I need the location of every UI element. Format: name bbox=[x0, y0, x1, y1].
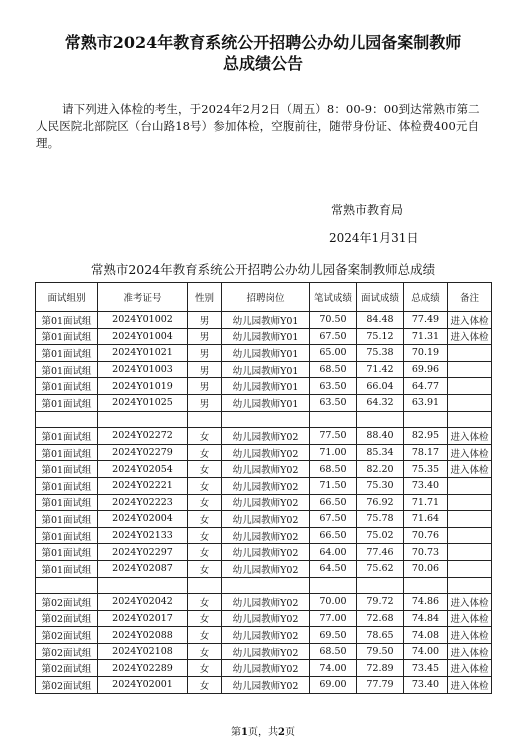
cell-interview-score: 71.42 bbox=[357, 361, 404, 378]
cell-interview-score: 75.38 bbox=[357, 345, 404, 362]
table-row bbox=[36, 444, 492, 461]
cell-position: 幼儿园教师Y01 bbox=[222, 378, 310, 395]
cell-gender: 女 bbox=[188, 494, 222, 511]
cell-position: 幼儿园教师Y01 bbox=[222, 328, 310, 345]
table-row bbox=[36, 511, 492, 528]
header-ticket-number: 准考证号 bbox=[98, 283, 188, 312]
cell-written-score: 64.00 bbox=[310, 544, 357, 561]
cell-interview-group: 第01面试组 bbox=[36, 428, 98, 445]
cell-remark: 进入体检 bbox=[448, 428, 492, 445]
cell-ticket-number: 2024Y02088 bbox=[98, 627, 188, 644]
cell-interview-score: 84.48 bbox=[357, 312, 404, 329]
cell-position bbox=[222, 577, 310, 594]
cell-written-score: 63.50 bbox=[310, 394, 357, 411]
cell-written-score: 68.50 bbox=[310, 461, 357, 478]
cell-ticket-number: 2024Y01003 bbox=[98, 361, 188, 378]
cell-written-score: 67.50 bbox=[310, 511, 357, 528]
cell-written-score: 70.00 bbox=[310, 594, 357, 611]
cell-interview-group: 第01面试组 bbox=[36, 361, 98, 378]
table-row bbox=[36, 312, 492, 329]
cell-ticket-number: 2024Y01004 bbox=[98, 328, 188, 345]
table-row bbox=[36, 627, 492, 644]
cell-remark bbox=[448, 345, 492, 362]
header-interview-group: 面试组别 bbox=[36, 283, 98, 312]
cell-interview-score: 75.78 bbox=[357, 511, 404, 528]
cell-ticket-number: 2024Y02054 bbox=[98, 461, 188, 478]
cell-position: 幼儿园教师Y02 bbox=[222, 527, 310, 544]
cell-gender: 男 bbox=[188, 378, 222, 395]
footer-prefix: 第 bbox=[231, 727, 242, 738]
cell-remark bbox=[448, 411, 492, 428]
cell-remark bbox=[448, 494, 492, 511]
cell-total-score: 70.73 bbox=[404, 544, 448, 561]
issue-date: 2024年1月31日 bbox=[329, 231, 419, 245]
cell-remark: 进入体检 bbox=[448, 660, 492, 677]
cell-gender: 女 bbox=[188, 594, 222, 611]
cell-interview-group: 第02面试组 bbox=[36, 677, 98, 694]
cell-remark bbox=[448, 394, 492, 411]
cell-gender: 女 bbox=[188, 660, 222, 677]
cell-interview-score: 79.72 bbox=[357, 594, 404, 611]
footer-middle: 页，共 bbox=[248, 727, 278, 738]
header-remark: 备注 bbox=[448, 283, 492, 312]
cell-remark bbox=[448, 560, 492, 577]
cell-gender: 男 bbox=[188, 328, 222, 345]
cell-remark bbox=[448, 577, 492, 594]
cell-ticket-number: 2024Y02223 bbox=[98, 494, 188, 511]
cell-remark: 进入体检 bbox=[448, 312, 492, 329]
cell-remark bbox=[448, 511, 492, 528]
cell-interview-group: 第01面试组 bbox=[36, 494, 98, 511]
cell-ticket-number: 2024Y01002 bbox=[98, 312, 188, 329]
table-row bbox=[36, 394, 492, 411]
cell-remark bbox=[448, 477, 492, 494]
cell-gender: 女 bbox=[188, 560, 222, 577]
cell-total-score: 73.40 bbox=[404, 477, 448, 494]
cell-ticket-number: 2024Y02017 bbox=[98, 610, 188, 627]
cell-total-score: 74.86 bbox=[404, 594, 448, 611]
cell-remark: 进入体检 bbox=[448, 461, 492, 478]
cell-total-score: 71.71 bbox=[404, 494, 448, 511]
cell-ticket-number: 2024Y02042 bbox=[98, 594, 188, 611]
cell-position: 幼儿园教师Y02 bbox=[222, 610, 310, 627]
cell-interview-score: 64.32 bbox=[357, 394, 404, 411]
cell-interview-group: 第02面试组 bbox=[36, 660, 98, 677]
page-footer bbox=[0, 723, 526, 738]
cell-written-score: 66.50 bbox=[310, 527, 357, 544]
cell-position: 幼儿园教师Y02 bbox=[222, 643, 310, 660]
cell-total-score: 75.35 bbox=[404, 461, 448, 478]
cell-position: 幼儿园教师Y02 bbox=[222, 444, 310, 461]
cell-ticket-number: 2024Y02272 bbox=[98, 428, 188, 445]
cell-total-score: 77.49 bbox=[404, 312, 448, 329]
cell-written-score: 69.00 bbox=[310, 677, 357, 694]
header-written-score: 笔试成绩 bbox=[310, 283, 357, 312]
cell-position: 幼儿园教师Y02 bbox=[222, 477, 310, 494]
cell-remark bbox=[448, 378, 492, 395]
cell-total-score: 74.08 bbox=[404, 627, 448, 644]
cell-ticket-number: 2024Y01019 bbox=[98, 378, 188, 395]
cell-interview-score: 85.34 bbox=[357, 444, 404, 461]
cell-interview-score: 75.12 bbox=[357, 328, 404, 345]
cell-interview-score: 72.89 bbox=[357, 660, 404, 677]
cell-written-score: 68.50 bbox=[310, 361, 357, 378]
cell-ticket-number: 2024Y01021 bbox=[98, 345, 188, 362]
cell-interview-group: 第01面试组 bbox=[36, 511, 98, 528]
cell-remark: 进入体检 bbox=[448, 594, 492, 611]
cell-total-score: 69.96 bbox=[404, 361, 448, 378]
header-position: 招聘岗位 bbox=[222, 283, 310, 312]
cell-position: 幼儿园教师Y01 bbox=[222, 312, 310, 329]
table-row bbox=[36, 544, 492, 561]
cell-gender bbox=[188, 411, 222, 428]
cell-total-score: 82.95 bbox=[404, 428, 448, 445]
cell-written-score: 65.00 bbox=[310, 345, 357, 362]
cell-interview-score: 77.46 bbox=[357, 544, 404, 561]
table-header-row bbox=[36, 283, 492, 312]
cell-gender: 女 bbox=[188, 527, 222, 544]
current-page-number: 1 bbox=[241, 727, 248, 738]
cell-position: 幼儿园教师Y02 bbox=[222, 544, 310, 561]
cell-interview-group: 第01面试组 bbox=[36, 461, 98, 478]
cell-gender: 男 bbox=[188, 345, 222, 362]
cell-total-score: 70.76 bbox=[404, 527, 448, 544]
cell-ticket-number: 2024Y02221 bbox=[98, 477, 188, 494]
cell-total-score bbox=[404, 577, 448, 594]
cell-gender: 男 bbox=[188, 394, 222, 411]
table-row bbox=[36, 477, 492, 494]
document-subtitle: 总成绩公告 bbox=[222, 54, 303, 73]
total-pages-number: 2 bbox=[278, 727, 285, 738]
cell-interview-group: 第02面试组 bbox=[36, 643, 98, 660]
cell-position: 幼儿园教师Y01 bbox=[222, 361, 310, 378]
cell-position: 幼儿园教师Y02 bbox=[222, 461, 310, 478]
cell-ticket-number: 2024Y02108 bbox=[98, 643, 188, 660]
cell-written-score: 66.50 bbox=[310, 494, 357, 511]
cell-total-score: 71.31 bbox=[404, 328, 448, 345]
cell-interview-group: 第01面试组 bbox=[36, 378, 98, 395]
cell-written-score: 68.50 bbox=[310, 643, 357, 660]
notice-paragraph bbox=[36, 101, 490, 152]
cell-remark bbox=[448, 361, 492, 378]
cell-ticket-number: 2024Y02289 bbox=[98, 660, 188, 677]
cell-ticket-number: 2024Y02087 bbox=[98, 560, 188, 577]
cell-written-score: 63.50 bbox=[310, 378, 357, 395]
cell-remark bbox=[448, 544, 492, 561]
cell-interview-group: 第01面试组 bbox=[36, 345, 98, 362]
cell-total-score: 74.84 bbox=[404, 610, 448, 627]
cell-interview-group: 第01面试组 bbox=[36, 560, 98, 577]
table-row bbox=[36, 461, 492, 478]
cell-interview-score: 79.50 bbox=[357, 643, 404, 660]
table-row bbox=[36, 345, 492, 362]
table-row bbox=[36, 560, 492, 577]
cell-interview-group bbox=[36, 577, 98, 594]
cell-interview-group: 第01面试组 bbox=[36, 477, 98, 494]
cell-interview-group: 第01面试组 bbox=[36, 444, 98, 461]
cell-position: 幼儿园教师Y01 bbox=[222, 394, 310, 411]
cell-position: 幼儿园教师Y02 bbox=[222, 677, 310, 694]
cell-position: 幼儿园教师Y01 bbox=[222, 345, 310, 362]
cell-interview-group: 第01面试组 bbox=[36, 312, 98, 329]
table-row bbox=[36, 527, 492, 544]
table-row bbox=[36, 643, 492, 660]
cell-total-score: 64.77 bbox=[404, 378, 448, 395]
cell-gender: 女 bbox=[188, 477, 222, 494]
cell-gender bbox=[188, 577, 222, 594]
cell-written-score: 70.50 bbox=[310, 312, 357, 329]
cell-interview-group: 第02面试组 bbox=[36, 627, 98, 644]
cell-interview-group bbox=[36, 411, 98, 428]
cell-remark: 进入体检 bbox=[448, 627, 492, 644]
cell-total-score: 73.40 bbox=[404, 677, 448, 694]
cell-interview-score: 88.40 bbox=[357, 428, 404, 445]
cell-written-score: 69.50 bbox=[310, 627, 357, 644]
cell-gender: 女 bbox=[188, 627, 222, 644]
cell-ticket-number: 2024Y02001 bbox=[98, 677, 188, 694]
cell-total-score: 71.64 bbox=[404, 511, 448, 528]
cell-position: 幼儿园教师Y02 bbox=[222, 560, 310, 577]
cell-gender: 女 bbox=[188, 610, 222, 627]
cell-ticket-number: 2024Y02297 bbox=[98, 544, 188, 561]
cell-position: 幼儿园教师Y02 bbox=[222, 428, 310, 445]
cell-ticket-number bbox=[98, 411, 188, 428]
cell-interview-score bbox=[357, 411, 404, 428]
cell-gender: 男 bbox=[188, 361, 222, 378]
cell-gender: 女 bbox=[188, 444, 222, 461]
cell-written-score: 64.50 bbox=[310, 560, 357, 577]
cell-interview-score: 75.02 bbox=[357, 527, 404, 544]
cell-written-score: 67.50 bbox=[310, 328, 357, 345]
cell-written-score: 71.00 bbox=[310, 444, 357, 461]
cell-gender: 女 bbox=[188, 428, 222, 445]
cell-interview-score: 75.30 bbox=[357, 477, 404, 494]
table-row bbox=[36, 378, 492, 395]
cell-ticket-number bbox=[98, 577, 188, 594]
table-row bbox=[36, 411, 492, 428]
cell-remark: 进入体检 bbox=[448, 677, 492, 694]
cell-written-score: 77.50 bbox=[310, 428, 357, 445]
cell-position bbox=[222, 411, 310, 428]
cell-interview-score bbox=[357, 577, 404, 594]
header-interview-score: 面试成绩 bbox=[357, 283, 404, 312]
cell-interview-score: 78.65 bbox=[357, 627, 404, 644]
table-title: 常熟市2024年教育系统公开招聘公办幼儿园备案制教师总成绩 bbox=[90, 262, 436, 277]
issuer-name: 常熟市教育局 bbox=[331, 203, 404, 217]
cell-remark: 进入体检 bbox=[448, 328, 492, 345]
cell-gender: 女 bbox=[188, 461, 222, 478]
table-row bbox=[36, 494, 492, 511]
table-row bbox=[36, 361, 492, 378]
scores-table bbox=[35, 282, 492, 694]
cell-position: 幼儿园教师Y02 bbox=[222, 627, 310, 644]
cell-total-score: 70.19 bbox=[404, 345, 448, 362]
cell-ticket-number: 2024Y02279 bbox=[98, 444, 188, 461]
footer-suffix: 页 bbox=[284, 727, 295, 738]
cell-written-score bbox=[310, 577, 357, 594]
cell-interview-group: 第02面试组 bbox=[36, 610, 98, 627]
notice-text: 请下列进入体检的考生，于2024年2月2日（周五）8：00-9：00到达常熟市第二人民医院北部院区（台山路18号）参加体检，空腹前往，随带身份证、体检费400元自理。 bbox=[36, 102, 480, 150]
cell-written-score: 77.00 bbox=[310, 610, 357, 627]
cell-total-score: 70.06 bbox=[404, 560, 448, 577]
cell-total-score: 78.17 bbox=[404, 444, 448, 461]
cell-interview-score: 77.79 bbox=[357, 677, 404, 694]
header-total-score: 总成绩 bbox=[404, 283, 448, 312]
cell-interview-score: 76.92 bbox=[357, 494, 404, 511]
cell-remark: 进入体检 bbox=[448, 643, 492, 660]
cell-total-score: 74.00 bbox=[404, 643, 448, 660]
cell-gender: 女 bbox=[188, 643, 222, 660]
cell-total-score bbox=[404, 411, 448, 428]
cell-gender: 女 bbox=[188, 544, 222, 561]
cell-position: 幼儿园教师Y02 bbox=[222, 660, 310, 677]
cell-interview-group: 第01面试组 bbox=[36, 394, 98, 411]
cell-gender: 女 bbox=[188, 511, 222, 528]
table-body bbox=[36, 312, 492, 694]
cell-remark bbox=[448, 527, 492, 544]
cell-position: 幼儿园教师Y02 bbox=[222, 494, 310, 511]
cell-written-score bbox=[310, 411, 357, 428]
cell-remark: 进入体检 bbox=[448, 610, 492, 627]
table-row bbox=[36, 660, 492, 677]
table-row bbox=[36, 610, 492, 627]
cell-ticket-number: 2024Y02004 bbox=[98, 511, 188, 528]
table-row bbox=[36, 577, 492, 594]
cell-remark: 进入体检 bbox=[448, 444, 492, 461]
cell-interview-score: 82.20 bbox=[357, 461, 404, 478]
cell-interview-score: 72.68 bbox=[357, 610, 404, 627]
cell-written-score: 71.50 bbox=[310, 477, 357, 494]
cell-total-score: 73.45 bbox=[404, 660, 448, 677]
cell-interview-score: 66.04 bbox=[357, 378, 404, 395]
table-row bbox=[36, 594, 492, 611]
cell-gender: 男 bbox=[188, 312, 222, 329]
cell-ticket-number: 2024Y02133 bbox=[98, 527, 188, 544]
table-row bbox=[36, 677, 492, 694]
cell-gender: 女 bbox=[188, 677, 222, 694]
table-row bbox=[36, 328, 492, 345]
cell-position: 幼儿园教师Y02 bbox=[222, 511, 310, 528]
cell-written-score: 74.00 bbox=[310, 660, 357, 677]
header-gender: 性别 bbox=[188, 283, 222, 312]
cell-interview-group: 第01面试组 bbox=[36, 544, 98, 561]
cell-interview-group: 第02面试组 bbox=[36, 594, 98, 611]
cell-position: 幼儿园教师Y02 bbox=[222, 594, 310, 611]
cell-interview-group: 第01面试组 bbox=[36, 527, 98, 544]
cell-ticket-number: 2024Y01025 bbox=[98, 394, 188, 411]
document-title: 常熟市2024年教育系统公开招聘公办幼儿园备案制教师 bbox=[64, 33, 462, 52]
table-row bbox=[36, 428, 492, 445]
cell-interview-group: 第01面试组 bbox=[36, 328, 98, 345]
cell-interview-score: 75.62 bbox=[357, 560, 404, 577]
cell-total-score: 63.91 bbox=[404, 394, 448, 411]
